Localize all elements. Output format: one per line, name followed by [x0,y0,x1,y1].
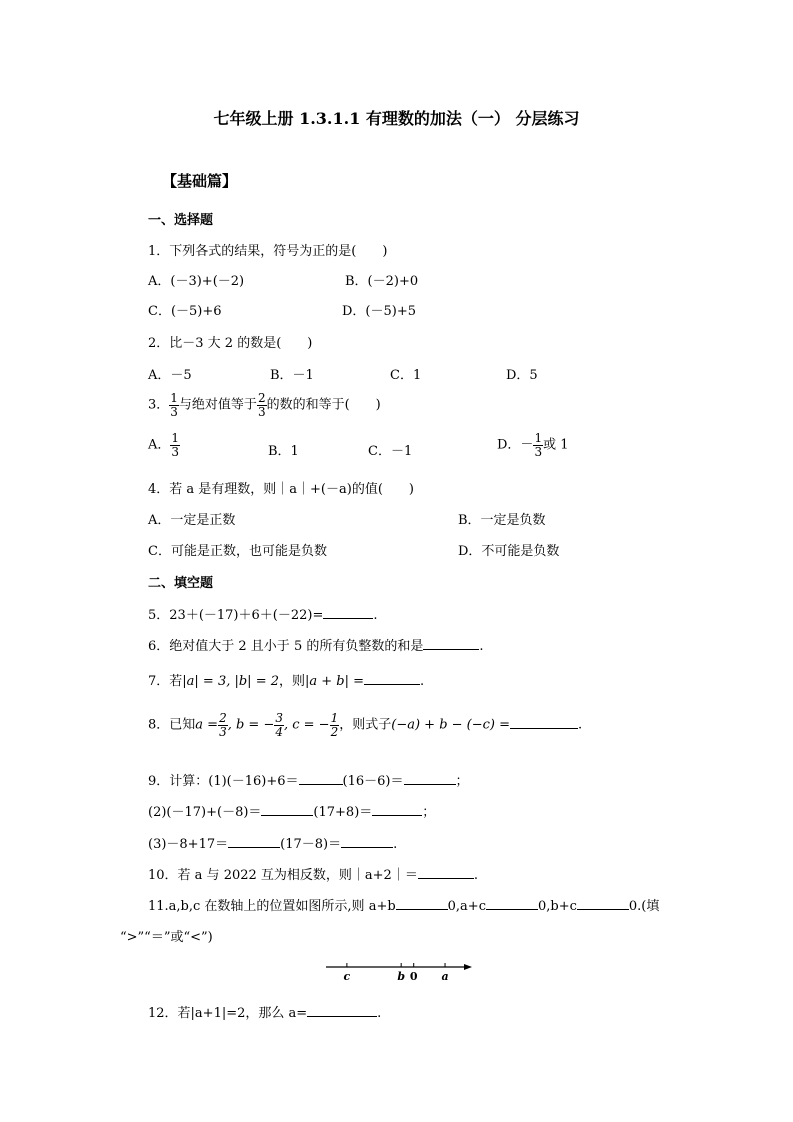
number-line-arrow [464,964,472,970]
q9-blank-2[interactable] [404,772,456,785]
q4-stem: 4．若 a 是有理数，则｜a｜+(－a)的值( ) [148,482,414,497]
q1-option-d: D．(－5)+5 [342,304,417,319]
q8-answer-blank[interactable] [510,716,578,729]
q9-blank-1[interactable] [299,772,343,785]
q1-stem: 1．下列各式的结果，符号为正的是( ) [148,244,388,259]
q10-answer-blank[interactable] [418,866,474,879]
q4-option-d: D．不可能是负数 [458,544,560,559]
number-line-label-b: b [397,970,406,983]
q12-answer-blank[interactable] [307,1004,377,1017]
q11-blank-2[interactable] [486,897,538,910]
q4-option-c: C．可能是正数，也可能是负数 [148,544,327,559]
q12: 12．若|a+1|=2，那么 a= . [148,1006,382,1021]
q3-stem [148,392,381,418]
q7: 7．若|a| = 3, |b| = 2，则|a + b| = . [148,674,425,689]
q9-blank-3[interactable] [261,803,313,816]
page-title: 七年级上册 1.3.1.1 有理数的加法（一） 分层练习 [213,109,580,128]
q9-blank-4[interactable] [372,803,422,816]
q3-option-c: C．－1 [368,444,413,459]
q11-blank-1[interactable] [396,897,448,910]
q2-option-c: C．1 [390,368,422,383]
q3-number: 3． [148,397,170,413]
q5: 5．23＋(－17)＋6＋(－22)= . [148,608,378,623]
q8: 8．已知a = $\frac{2}{3}$ , b = − $\frac{3}{4}$ , c = − $\frac{1}{2}$ ，则式子(−a) + b − (−c) = . [148,711,583,739]
q3-stem-mid: 与绝对值等于 [178,397,257,413]
q9-line2: (2)(－17)+(－8)＝ (17+8)＝ ； [148,805,436,820]
q11-line2: “>”“＝”或“<”) [120,930,213,945]
q7-expression: |a + b| = [305,674,365,689]
q4-option-b: B．一定是负数 [458,513,546,528]
part1-heading: 一、选择题 [148,213,214,228]
q9-blank-5[interactable] [228,835,280,848]
q10: 10．若 a 与 2022 互为相反数，则｜a+2｜＝ . [148,868,478,883]
q9-blank-6[interactable] [341,835,393,848]
q3-option-b: B．1 [268,444,299,459]
q1-option-a: A．(－3)+(－2) [148,274,245,289]
q2-stem: 2．比－3 大 2 的数是( ) [148,336,313,351]
q9-line1: 9．计算：(1)(－16)+6＝ (16－6)＝ ； [148,774,469,789]
number-line-label-c: c [343,970,351,983]
q11-blank-3[interactable] [577,897,629,910]
section-heading-basic: 【基础篇】 [162,172,238,190]
q3-stem-tail: 的数的和等于( ) [266,397,381,413]
number-line-label-0: 0 [409,970,418,983]
q1-option-b: B．(－2)+0 [345,274,419,289]
q7-condition: |a| = 3, |b| = 2 [182,674,279,689]
q11-line1: 11.a,b,c 在数轴上的位置如图所示,则 a+b 0,a+c 0,b+c 0.(填 [148,899,660,914]
q4-option-a: A．一定是正数 [148,513,236,528]
number-line-label-a: a [441,970,449,983]
q1-option-c: C．(－5)+6 [148,304,222,319]
q2-option-b: B．－1 [270,368,314,383]
q3-fraction-two-thirds: $\frac{2}{3}$ [257,391,266,419]
q9-line3: (3)－8+17＝ (17－8)＝ . [148,837,398,852]
q6-answer-blank[interactable] [423,637,479,650]
q7-answer-blank[interactable] [364,672,420,685]
q3-option-d: D．－ $\frac{1}{3}$ 或 1 [497,431,569,459]
q6: 6．绝对值大于 2 且小于 5 的所有负整数的和是 . [148,639,484,654]
q2-option-d: D．5 [506,368,538,383]
q2-option-a: A．－5 [148,368,192,383]
q5-answer-blank[interactable] [323,606,373,619]
q3-fraction-one-third: $\frac{1}{3}$ [170,391,178,419]
q11-number-line [320,955,480,985]
part2-heading: 二、填空题 [148,576,214,591]
q3-option-a: A． $\frac{1}{3}$ [148,431,180,459]
